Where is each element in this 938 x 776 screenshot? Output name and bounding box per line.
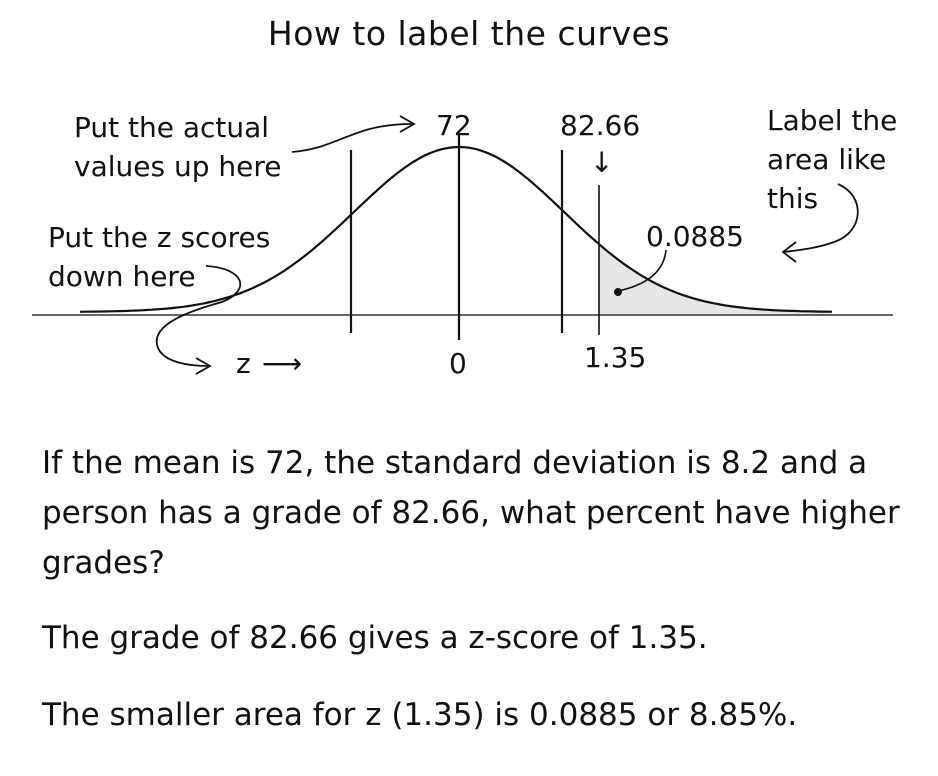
annotation-label-area-line3: this: [767, 182, 819, 215]
question-text: If the mean is 72, the standard deviation is 8.2 and a person has a grade of 82.66, what percent have higher grades?: [42, 445, 900, 581]
area-value-label: 0.0885: [646, 220, 744, 253]
answer-z-score-text: The grade of 82.66 gives a z-score of 1.35.: [42, 620, 708, 656]
annotation-z-scores-line2: down here: [48, 260, 196, 293]
annotation-label-area-line1: Label the: [767, 104, 898, 137]
annotation-z-scores-line1: Put the z scores: [48, 221, 271, 254]
grade-value-label: 82.66: [560, 109, 641, 142]
z-mean-label: 0: [449, 347, 467, 380]
z-axis-label: z: [236, 347, 251, 380]
mean-value-label: 72: [436, 109, 472, 142]
page-title: How to label the curves: [267, 14, 671, 53]
answer-area-text: The smaller area for z (1.35) is 0.0885 or 8.85%.: [42, 697, 798, 733]
annotation-actual-values-line2: values up here: [74, 150, 282, 183]
z-grade-label: 1.35: [584, 341, 647, 374]
annotation-actual-values-arrow: [292, 124, 412, 152]
area-dot: [614, 288, 622, 296]
z-axis-arrow-icon: ⟶: [262, 347, 303, 380]
down-arrow-icon: ↓: [590, 146, 614, 179]
annotation-label-area-line2: area like: [767, 143, 887, 176]
annotation-actual-values-line1: Put the actual: [74, 111, 270, 144]
